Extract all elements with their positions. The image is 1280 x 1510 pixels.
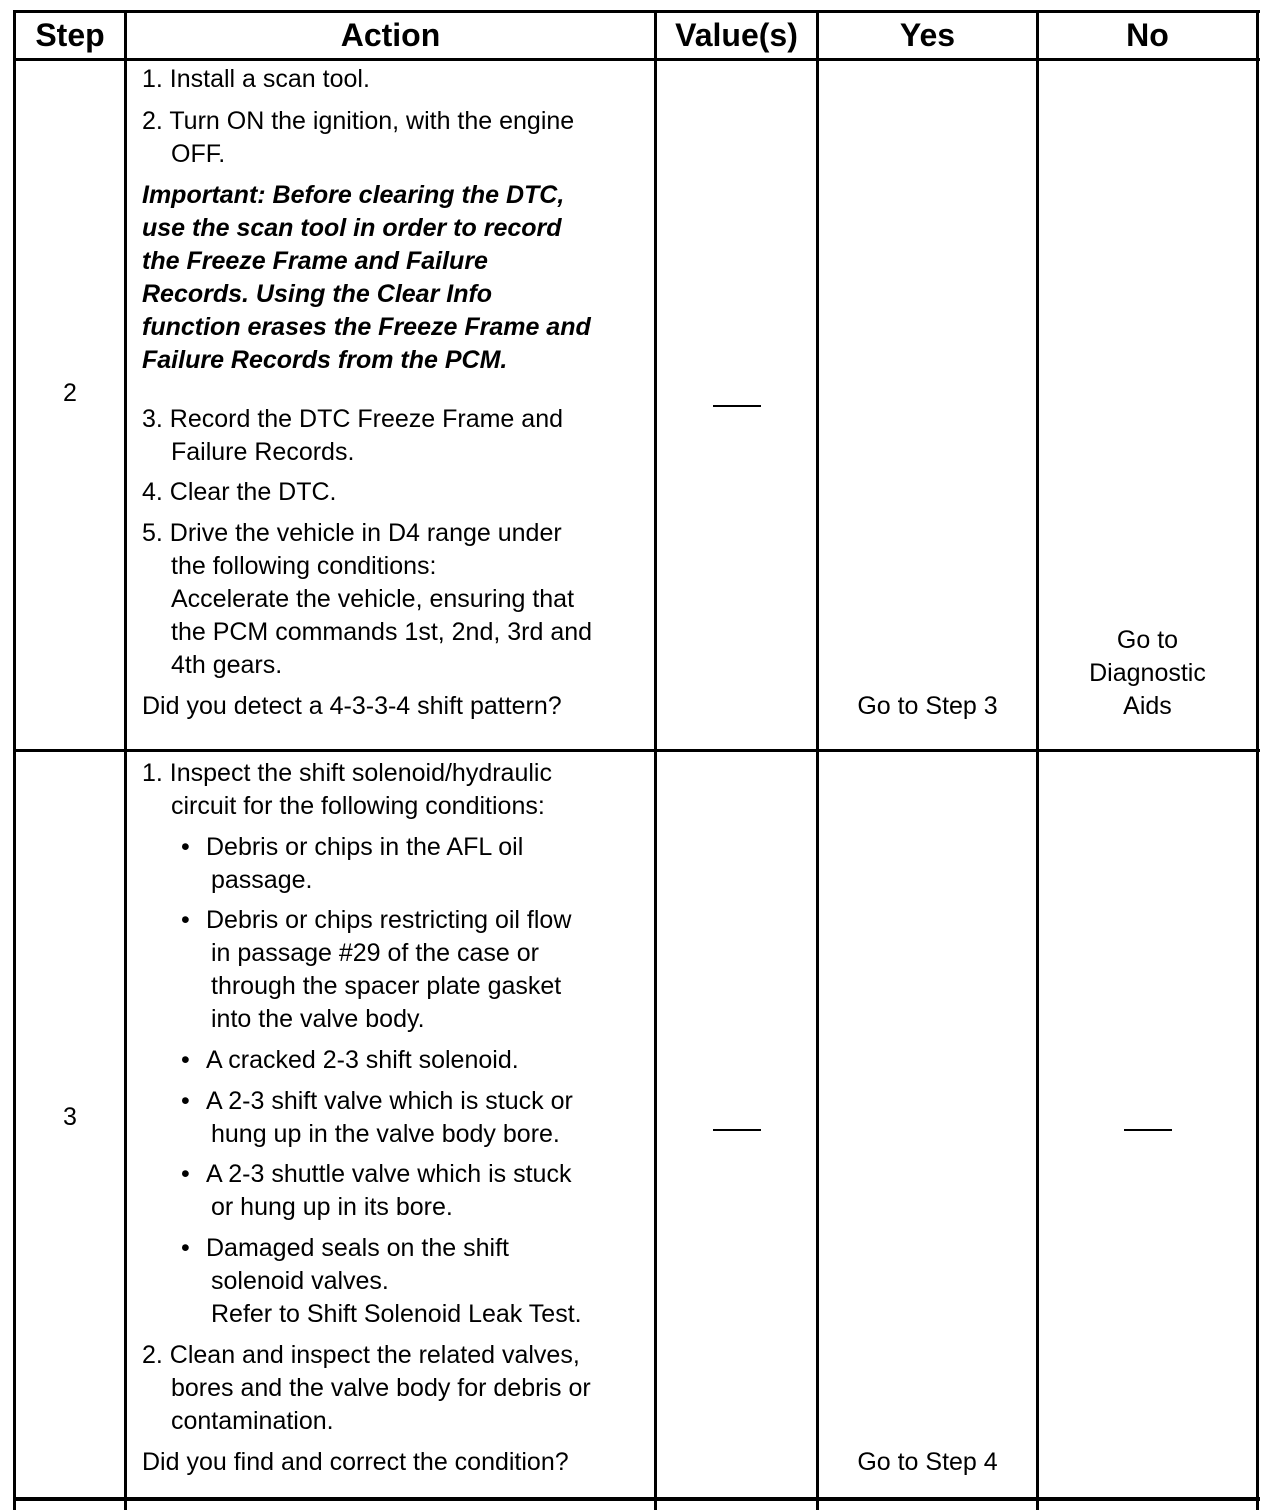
action-bullet-line: Damaged seals on the shift xyxy=(206,1234,509,1262)
action-line: 4. Clear the DTC. xyxy=(142,478,337,506)
header-step: Step xyxy=(35,16,105,53)
yes-link[interactable]: Go to Step 4 xyxy=(857,1448,998,1476)
action-line: 3. Record the DTC Freeze Frame and xyxy=(142,405,563,433)
col-line-step xyxy=(124,10,127,1510)
action-line: 1. Install a scan tool. xyxy=(142,65,370,93)
col-line-right xyxy=(1256,10,1259,1510)
action-question: Did you find and correct the condition? xyxy=(142,1448,569,1476)
action-question: Did you detect a 4-3-3-4 shift pattern? xyxy=(142,692,562,720)
important-note-line: Records. Using the Clear Info xyxy=(142,280,493,308)
no-link-line[interactable]: Go to xyxy=(1116,626,1179,654)
action-bullet-line: A cracked 2-3 shift solenoid. xyxy=(206,1046,519,1074)
action-line: the PCM commands 1st, 2nd, 3rd and xyxy=(171,618,593,646)
action-bullet-line: in passage #29 of the case or xyxy=(211,939,540,967)
action-bullet-line: into the valve body. xyxy=(211,1005,425,1033)
bullet-icon: • xyxy=(181,1046,190,1074)
step-number: 3 xyxy=(63,1103,77,1131)
bullet-icon: • xyxy=(181,906,190,934)
important-note-line: Important: Before clearing the DTC, xyxy=(142,181,565,209)
action-bullet-line: A 2-3 shuttle valve which is stuck xyxy=(206,1160,572,1188)
no-dash xyxy=(1124,1129,1172,1131)
action-line: 4th gears. xyxy=(171,651,283,679)
action-line: circuit for the following conditions: xyxy=(171,792,545,820)
action-line: bores and the valve body for debris or xyxy=(171,1374,591,1402)
action-bullet-line: A 2-3 shift valve which is stuck or xyxy=(206,1087,573,1115)
action-bullet-line: Refer to Shift Solenoid Leak Test. xyxy=(211,1300,582,1328)
action-bullet-line: through the spacer plate gasket xyxy=(211,972,562,1000)
action-bullet-line: Debris or chips restricting oil flow xyxy=(206,906,572,934)
action-line: Failure Records. xyxy=(171,438,355,466)
important-note-line: Failure Records from the PCM. xyxy=(142,346,508,374)
header-yes: Yes xyxy=(899,16,956,53)
action-bullet-line: solenoid valves. xyxy=(211,1267,389,1295)
col-line-yes xyxy=(1036,10,1039,1510)
row-divider xyxy=(13,749,1260,752)
action-line: the following conditions: xyxy=(171,552,437,580)
col-line-left xyxy=(13,10,16,1510)
action-line: Accelerate the vehicle, ensuring that xyxy=(171,585,575,613)
important-note-line: use the scan tool in order to record xyxy=(142,214,562,242)
important-note-line: function erases the Freeze Frame and xyxy=(142,313,591,341)
action-bullet-line: hung up in the valve body bore. xyxy=(211,1120,560,1148)
action-bullet-line: or hung up in its bore. xyxy=(211,1193,453,1221)
step-number: 2 xyxy=(63,379,77,407)
no-link-line[interactable]: Aids xyxy=(1123,692,1172,720)
no-link-line[interactable]: Diagnostic xyxy=(1089,659,1206,687)
bullet-icon: • xyxy=(181,1160,190,1188)
value-dash xyxy=(713,1129,761,1131)
header-no: No xyxy=(1126,16,1169,53)
header-divider xyxy=(13,58,1260,61)
action-line: 5. Drive the vehicle in D4 range under xyxy=(142,519,562,547)
yes-link[interactable]: Go to Step 3 xyxy=(857,692,998,720)
action-bullet-line: Debris or chips in the AFL oil xyxy=(206,833,524,861)
action-line: 1. Inspect the shift solenoid/hydraulic xyxy=(142,759,552,787)
action-line: contamination. xyxy=(171,1407,334,1435)
col-line-action xyxy=(654,10,657,1510)
table-border-bottom xyxy=(13,1497,1260,1501)
bullet-icon: • xyxy=(181,1234,190,1262)
important-note-line: the Freeze Frame and Failure xyxy=(142,247,488,275)
action-line: 2. Clean and inspect the related valves, xyxy=(142,1341,580,1369)
header-action: Action xyxy=(340,16,441,53)
action-line: OFF. xyxy=(171,140,226,168)
value-dash xyxy=(713,405,761,407)
header-values: Value(s) xyxy=(675,16,798,53)
action-line: 2. Turn ON the ignition, with the engine xyxy=(142,107,575,135)
action-bullet-line: passage. xyxy=(211,866,313,894)
bullet-icon: • xyxy=(181,1087,190,1115)
bullet-icon: • xyxy=(181,833,190,861)
col-line-values xyxy=(816,10,819,1510)
